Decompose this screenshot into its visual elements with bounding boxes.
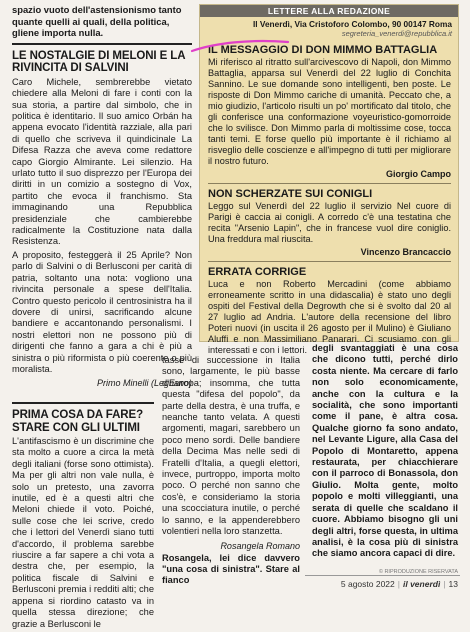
magazine-name: il venerdì [402,579,441,589]
middle-column [162,355,300,589]
letter-title-battaglia: IL MESSAGGIO DI DON MIMMO BATTAGLIA [208,44,438,56]
letter-title-conigli: NON SCHERZATE SUI CONIGLI [208,188,373,200]
section-divider [12,402,154,404]
page-footer: 5 agosto 2022 | il venerdì | 13 [340,579,458,589]
left-column [12,4,192,390]
letter-body-battaglia: Mi riferisco al ritratto sull'arcivescovo di Napoli, don Mimmo Battaglia, apparsa sul Venerdì del 22 luglio di Conchita Sannino. Le sue domande sono intelligenti, ben poste. Le risposte di Don Mimmo cariche di umanità. Peccato che, a mio giudizio, l'articolo risulti un po' mortificato dal titolo, che gli conferisce una conformazione voyeuristico-gomorroide che lo svilisce. Don Mimmo parla di moltissime cose, tocca tanti temi. E forse quello più importante è il richiamo al risveglio delle coscienze e all'impegno di tutti per migliorare il nostro futuro. [208,57,451,166]
letter-body-ultimi: L'antifascismo è un discrimine che sta molto a cuore a circa la metà degli italiani (forse sono ottimista). Ma per gli altri non vale nulla, è solo un pretesto, una zavorra inutile, ed è a questi altri che Meloni chiede il voto. Poiché, sulle cose che lei scrive, credo che i lettori del Venerdì siano tutti d'accordo, il problema sarebbe riuscire a far sapere a chi vota a destra che, per esempio, la politica fiscale di Salvini e Berlusconi premia i redditi alti; che appena si riordino catasto va in quella stessa direzione; che grazie a Berlusconi le [12,436,154,629]
letter-body-meloni-2: A proposito, festeggerà il 25 Aprile? Non parlo di Salvini o di Berlusconi per carità di patria, soltanto una nota: vogliono una rivincita personale a spese dell'Italia. Contro questo pericolo il centrosinistra ha il dovere di unirsi, sacrificando alcune bandiere e accantonando personalismi. I nostri elettori non ne possono più di dirigenti che fanno a gara a chi è più a sinistra o più riformista o più coerente o più moralista. [12,249,192,374]
copyright-notice: © RIPRODUZIONE RISERVATA [378,569,458,575]
letter-signature-brancaccio: Vincenzo Brancaccio [360,247,451,257]
box-header: LETTERE ALLA REDAZIONE [200,5,458,17]
section-divider [12,43,192,45]
page-number: 13 [448,579,458,589]
editorial-email[interactable]: segreteria_venerdi@repubblica.it [341,29,452,38]
editorial-address: Il Venerdì, Via Cristoforo Colombo, 90 00147 Roma [252,19,452,29]
letter-body-conigli: Leggo sul Venerdì del 22 luglio il servizio Nel cuore di Parigi è caccia ai conigli. A corredo c'è una testatina che recita "Arsenio Lapin", che in francese vuol dire coniglio. Una freddura mal riuscita. [208,201,451,244]
letter-title-meloni: LE NOSTALGIE DI MELONI E LA RIVINCITA DI SALVINI [12,49,185,75]
editorial-letters-box [199,4,459,355]
lower-left-column [12,398,154,632]
right-column [312,343,458,562]
letter-body-meloni-1: Caro Michele, sembrerebbe vietato chiedere alla Meloni di fare i conti con la sua storia, a partire dal simbolo, che in politica è identitario. Il suo amico Orbán ha appena evocato l'identità razziale, alla pari di quello che scriveva il quindicinale La Difesa Razza che aveva come redattore capo Giorgio Almirante. Lei silenzio. Ha urlato tutto il suo disprezzo per l'Europa dei diritti in un comizio a sostegno di Vox, partito che evoca il franchismo. Sta immaginando una Repubblica presidenziale che cambierebbe radicalmente la Costituzione nata dalla Resistenza. [12,76,192,247]
letter-signature: Primo Minelli (Legnano) [96,378,192,389]
editor-reply-body: degli svantaggiati è una cosa che dicono tutti, perché dirlo costa niente. Ma cercare di farlo non solo economicamente, anche con la cultura e la socialità, che sono importanti come il pane, è altra cosa. Qualche giorno fa sono andato, nel Levante Ligure, alla Casa del Popolo di Montaretto, appena restaurata, per chiacchierare con il parroco di Bonassola, don Giulio. Molta gente, molto popolo e molti villeggianti, una serata di quelle che scaldano il cuore. Abbiamo bisogno gli uni degli altri, forse questa, in ultima analisi, è la cosa più di sinistra che siamo ancora capaci di dire. [312,343,458,559]
letter-signature-romano: Rosangela Romano [220,540,300,551]
letter-signature-campo: Giorgio Campo [386,169,451,179]
box-divider [208,183,451,184]
box-divider [208,261,451,262]
letter-title-ultimi: PRIMA COSA DA FARE? STARE CON GLI ULTIMI [12,409,143,434]
previous-letter-ending: spazio vuoto dell'astensionismo tanto quante quelli ai quali, della politica, gliene importa nulla. [12,4,182,39]
letter-body-ultimi-cont: tasse di successione in Italia sono, largamente, le più basse d'Europa; insomma, che tutta questa "difesa del popolo", da parte della destra, è una truffa, e neanche tanto velata. A questi argomenti, magari, sarebbero un poco meno sordi. Delle bandiere della Decima Mas nelle sedi di Fratelli d'Italia, a quegli elettori, invece, purtroppo, importa molto poco. O perché non sanno che cos'è, e consideriamo la storia una scocciatura inutile, o perché lo sanno, e la appenderebbero volentieri nella loro stanzetta. [162,355,300,537]
footer-rule [305,575,460,576]
errata-body: Luca e non Roberto Mercadini (come abbiamo erroneamente scritto in una didascalia) è stato uno degli ospiti del Festival della Degrowth che si è svolto dal 20 al 27 luglio ad Andria. L'autore della recensione del libro Poteri nuovi (in uscita il 26 agosto per il Mulino) è Giuliano Aluffi e non Massimiliano Panarari. Ci scusiamo con gli interessati e con i lettori. [208,279,451,355]
editor-reply-start: Rosangela, lei dice davvero "una cosa di sinistra". Stare al fianco [162,552,300,586]
errata-title: ERRATA CORRIGE [208,266,307,278]
issue-date: 5 agosto 2022 [340,579,395,589]
